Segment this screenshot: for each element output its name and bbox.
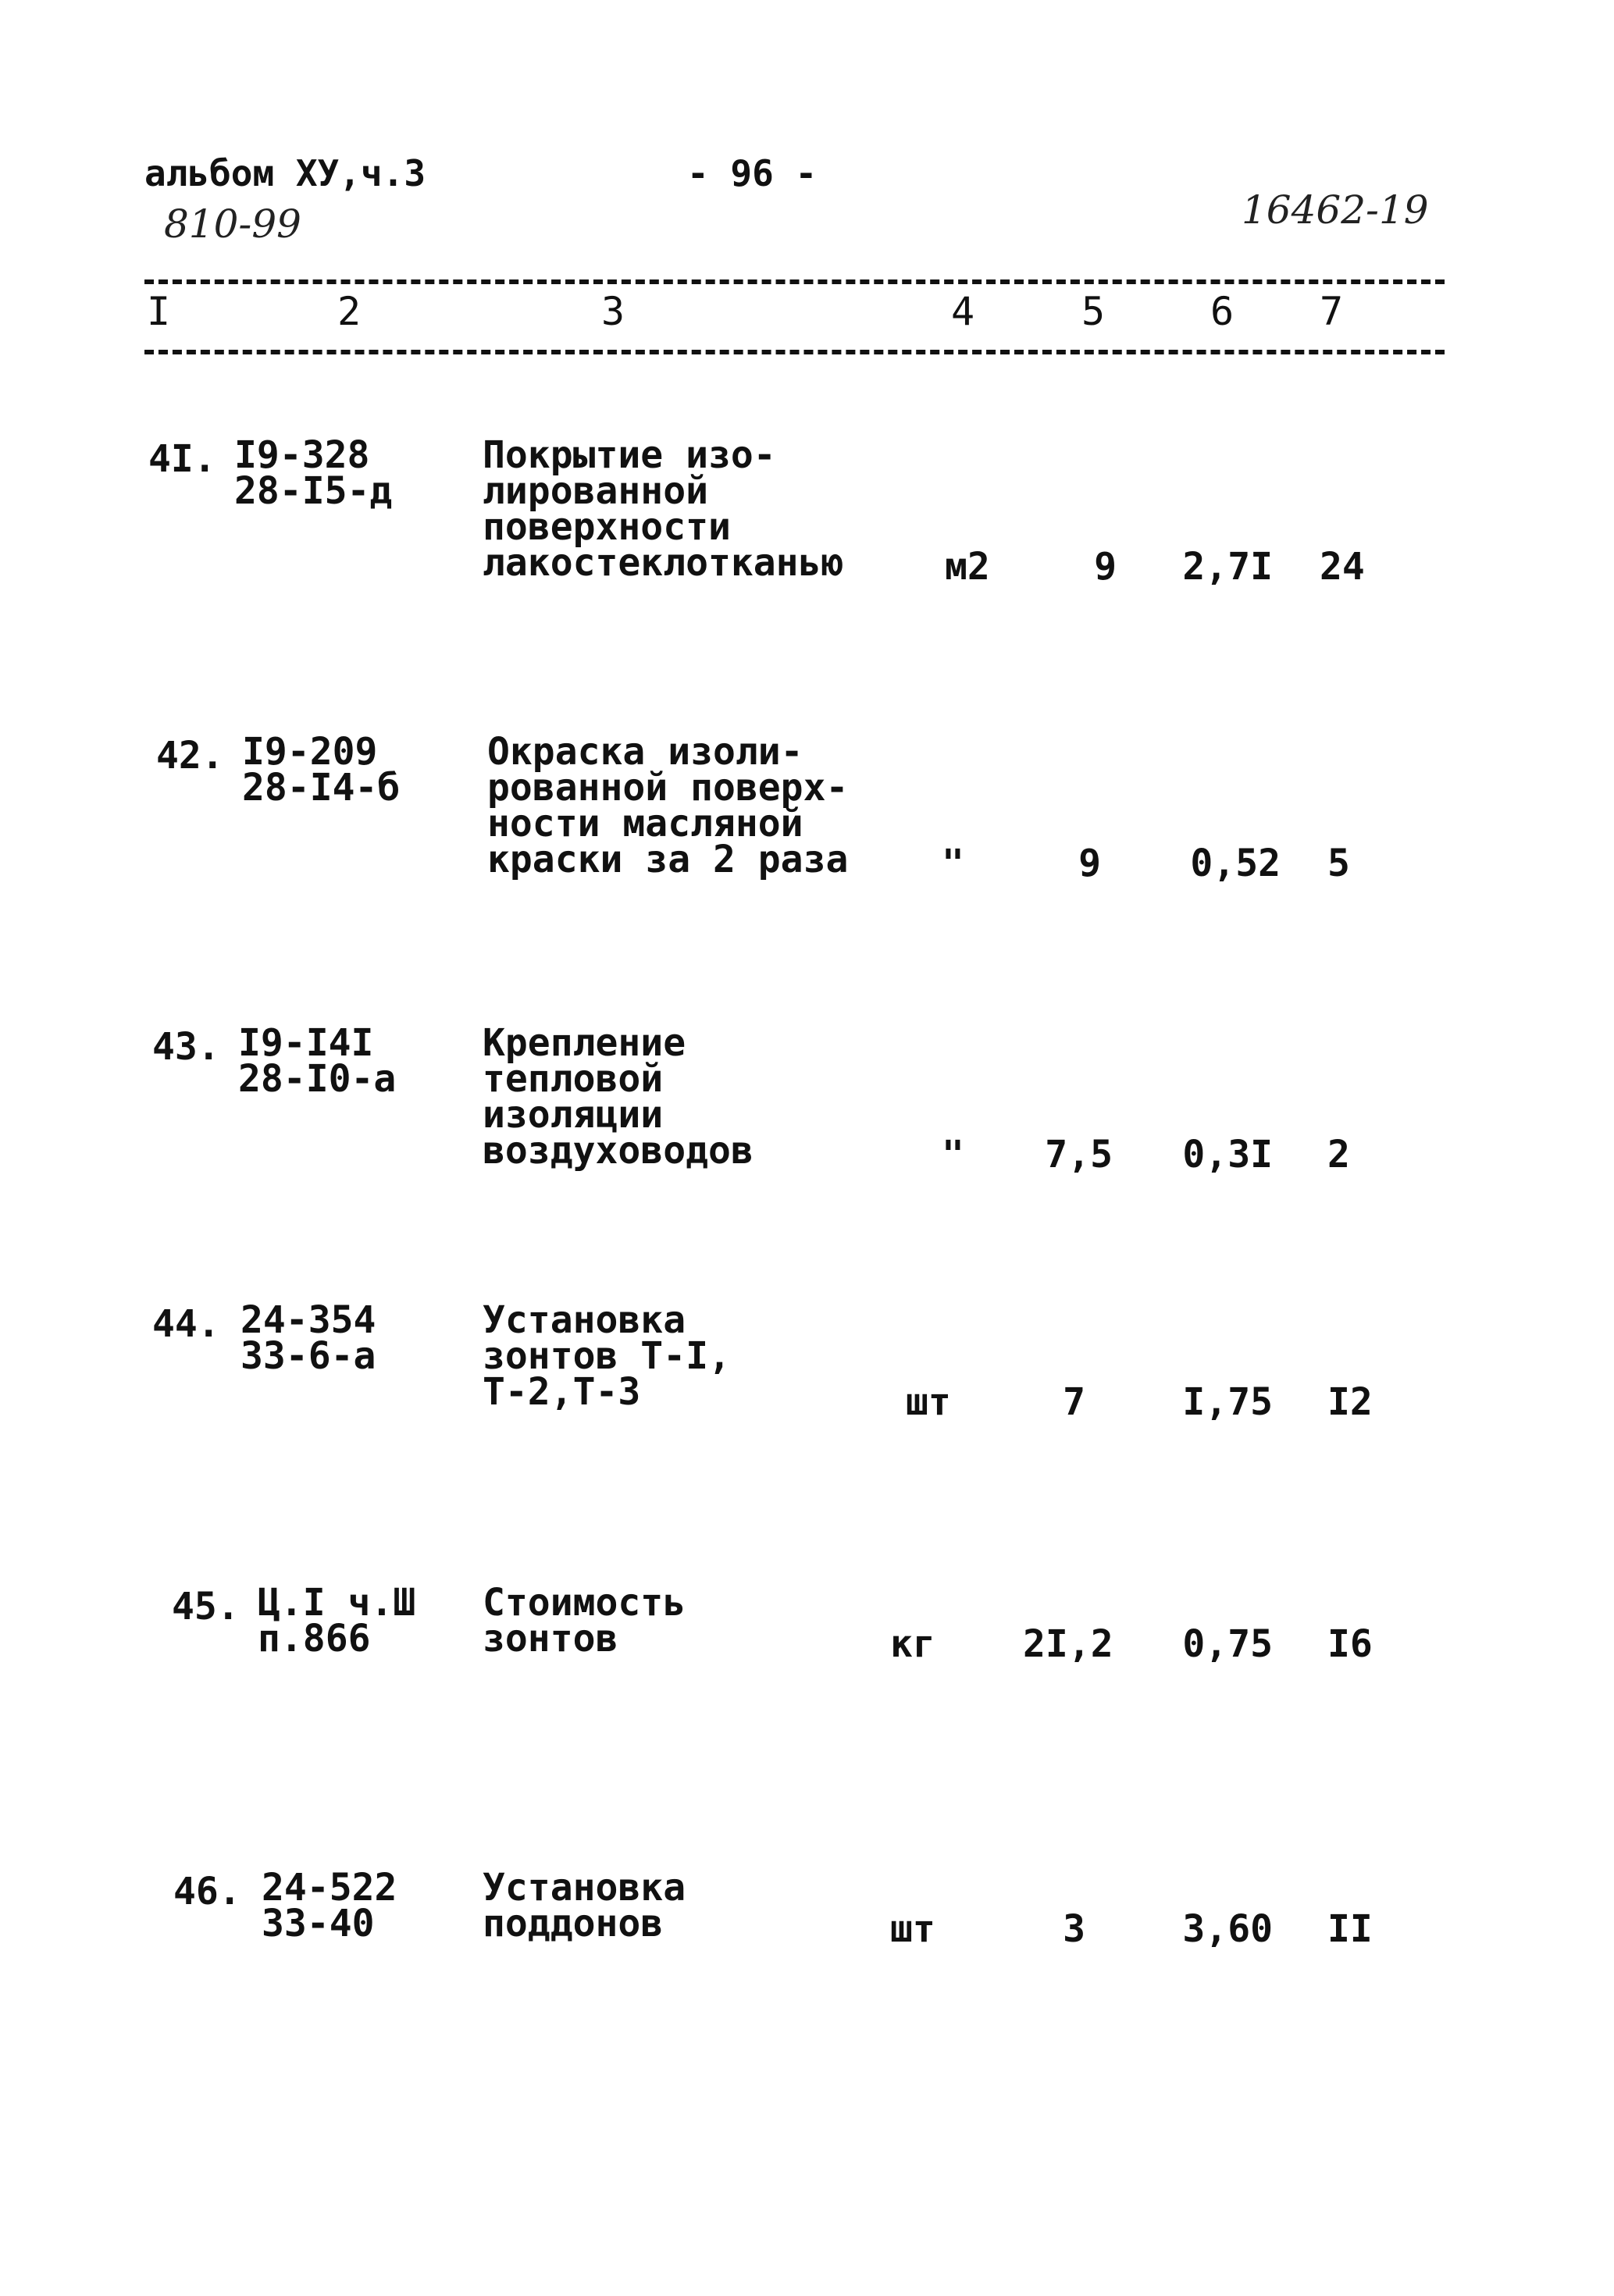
row-number: 44. [152, 1302, 220, 1346]
album-reference: альбом XУ,ч.3 [144, 152, 426, 194]
unit: м2 [945, 545, 990, 589]
norm-code [258, 1581, 416, 1661]
norm-code-line: I9-328 [234, 433, 370, 477]
description-line: Т-2,Т-3 [483, 1370, 641, 1414]
quantity: 9 [1078, 842, 1101, 885]
norm-code-line: 24-354 [240, 1298, 376, 1342]
work-description [483, 1298, 731, 1414]
norm-code [242, 730, 401, 810]
unit-rate: 3,60 [1182, 1907, 1273, 1951]
description-line: ности масляной [487, 802, 803, 845]
total: 5 [1327, 842, 1350, 885]
norm-code-line: I9-I4I [238, 1021, 374, 1065]
norm-code-line: 24-522 [262, 1866, 397, 1910]
total: II [1327, 1907, 1373, 1951]
norm-code-line: п.866 [258, 1617, 371, 1661]
work-description [483, 1866, 686, 1945]
column-header-2: 2 [337, 289, 362, 334]
quantity: 3 [1063, 1907, 1085, 1951]
description-line: поверхности [483, 505, 731, 549]
norm-code [238, 1021, 397, 1101]
description-line: лакостеклотканью [483, 541, 844, 585]
norm-code-line: 28-I4-б [242, 766, 401, 810]
row-number: 42. [156, 734, 224, 778]
description-line: зонтов [483, 1617, 618, 1661]
page-number: - 96 - [687, 152, 818, 194]
unit-rate: 2,7I [1182, 545, 1273, 589]
description-line: воздуховодов [483, 1129, 754, 1173]
unit: " [942, 1133, 964, 1176]
quantity: 7,5 [1045, 1133, 1113, 1176]
norm-code-line: 28-I5-д [234, 469, 393, 513]
unit-rate: I,75 [1182, 1380, 1273, 1424]
description-line: поддонов [483, 1902, 664, 1945]
total: 2 [1327, 1133, 1350, 1176]
column-header-4: 4 [951, 289, 975, 334]
unit-rate: 0,3I [1182, 1133, 1273, 1176]
norm-code-line: 33-6-а [240, 1334, 376, 1378]
handwritten-note-right: 16462-19 [1242, 187, 1429, 233]
unit: " [942, 842, 964, 885]
row-number: 45. [172, 1585, 240, 1629]
unit-rate: 0,75 [1182, 1622, 1273, 1666]
work-description [487, 730, 849, 881]
description-line: Покрытие изо- [483, 433, 776, 477]
work-description [483, 1021, 754, 1173]
quantity: 9 [1094, 545, 1117, 589]
description-line: Стоимость [483, 1581, 686, 1625]
row-number: 43. [152, 1025, 220, 1069]
description-line: Установка [483, 1866, 686, 1910]
column-header-7: 7 [1320, 289, 1344, 334]
unit: шт [890, 1907, 935, 1951]
column-header-5: 5 [1081, 289, 1106, 334]
norm-code-line: 33-40 [262, 1902, 375, 1945]
header-top-rule [144, 279, 1445, 284]
norm-code-line: 28-I0-а [238, 1057, 397, 1101]
row-number: 46. [173, 1870, 241, 1913]
description-line: рованной поверх- [487, 766, 849, 810]
description-line: краски за 2 раза [487, 838, 849, 881]
unit: кг [890, 1622, 935, 1666]
description-line: тепловой [483, 1057, 664, 1101]
quantity: 7 [1063, 1380, 1085, 1424]
description-line: Установка [483, 1298, 686, 1342]
column-header-6: 6 [1210, 289, 1235, 334]
unit-rate: 0,52 [1190, 842, 1281, 885]
norm-code-line: I9-209 [242, 730, 378, 774]
norm-code [234, 433, 393, 513]
norm-code-line: Ц.I ч.Ш [258, 1581, 416, 1625]
description-line: лированной [483, 469, 708, 513]
total: 24 [1320, 545, 1365, 589]
norm-code [240, 1298, 376, 1378]
description-line: изоляции [483, 1093, 664, 1137]
row-number: 4I. [148, 437, 216, 481]
work-description [483, 1581, 686, 1661]
total: I2 [1327, 1380, 1373, 1424]
description-line: зонтов Т-I, [483, 1334, 731, 1378]
description-line: Крепление [483, 1021, 686, 1065]
norm-code [262, 1866, 397, 1945]
description-line: Окраска изоли- [487, 730, 803, 774]
work-description [483, 433, 844, 585]
total: I6 [1327, 1622, 1373, 1666]
column-header-1: I [147, 289, 171, 334]
handwritten-note-left: 810-99 [164, 201, 301, 247]
unit: шт [906, 1380, 951, 1424]
quantity: 2I,2 [1023, 1622, 1113, 1666]
header-bottom-rule [144, 350, 1445, 354]
column-header-3: 3 [601, 289, 625, 334]
